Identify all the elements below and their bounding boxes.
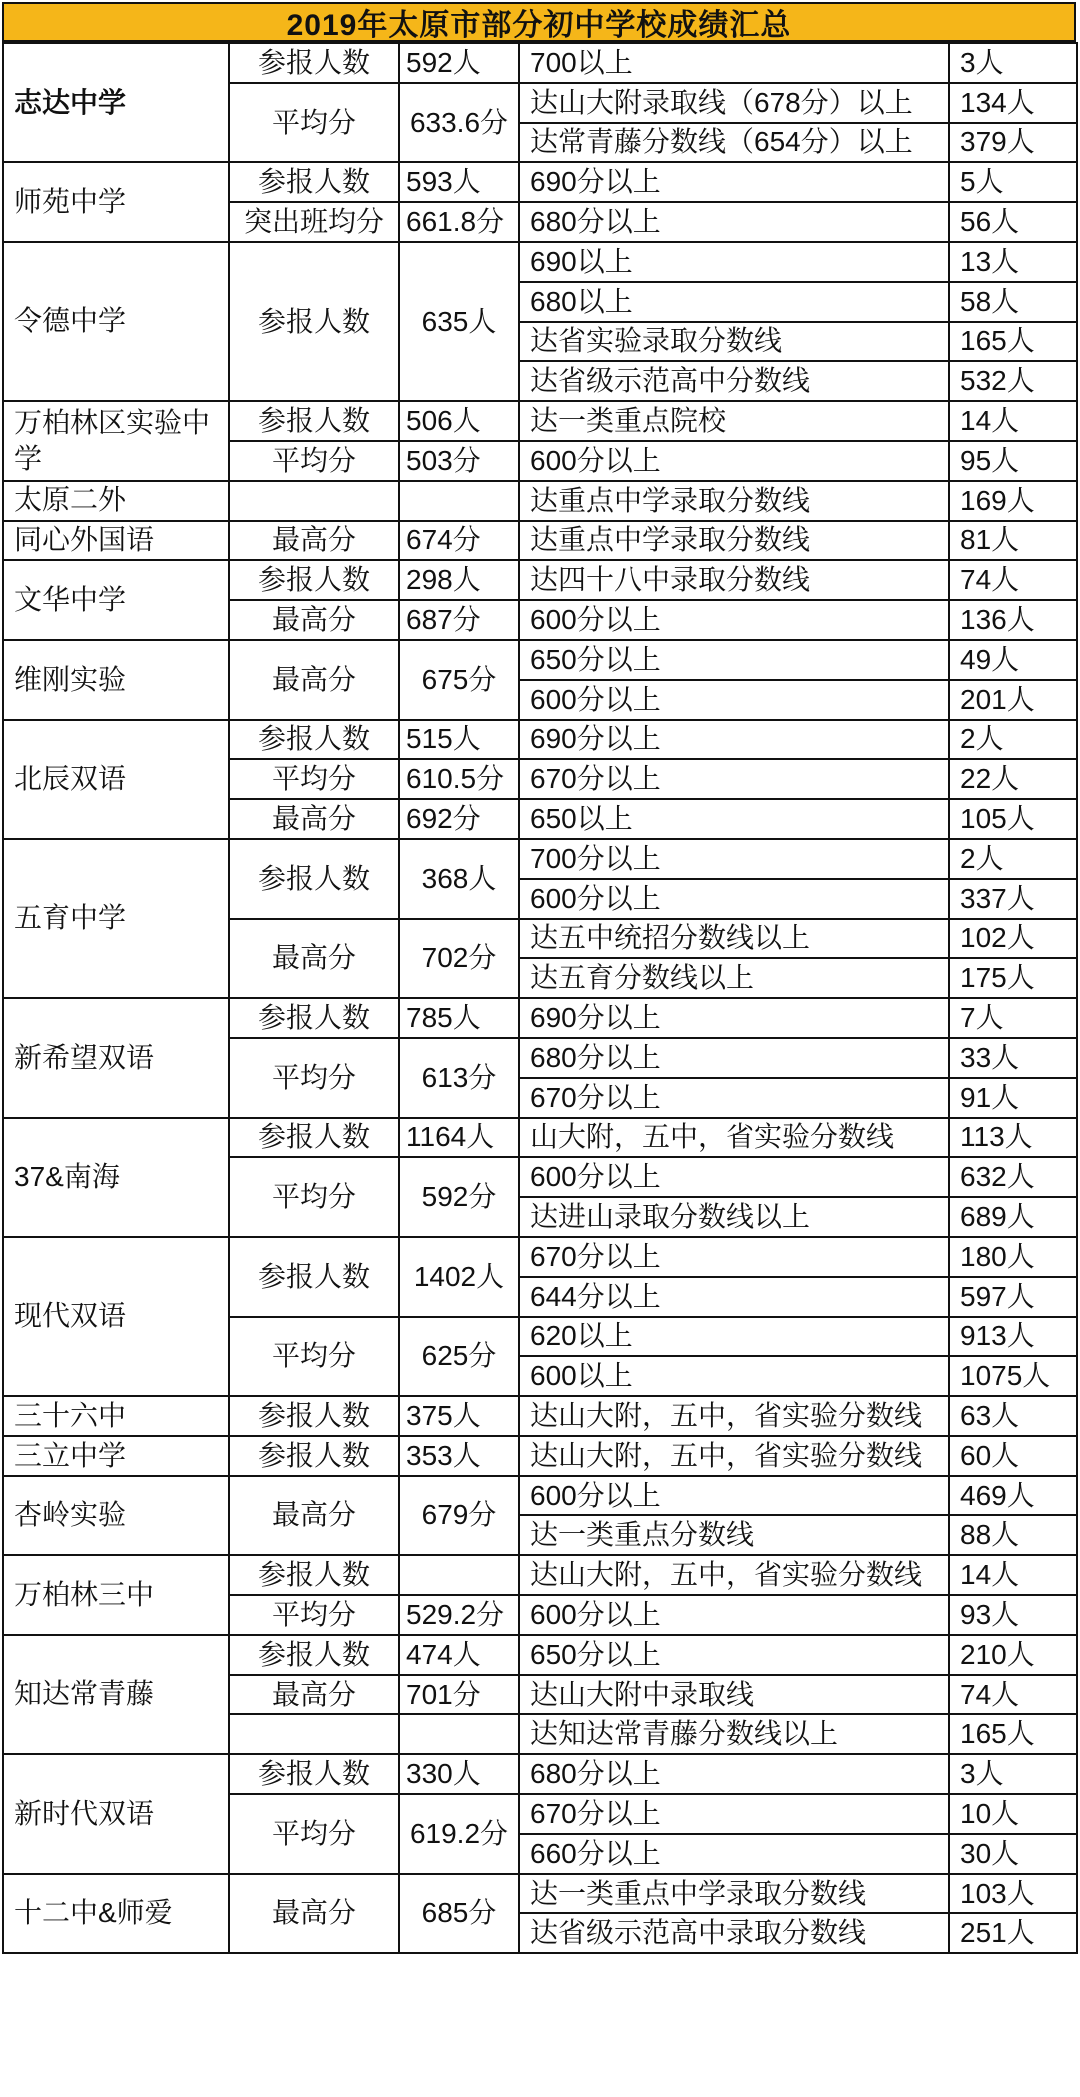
school-name-cell: 新时代双语	[3, 1754, 229, 1873]
metric-label-cell: 最高分	[229, 1675, 399, 1715]
count-cell: 1075人	[949, 1356, 1077, 1396]
metric-value-cell: 506人	[399, 401, 519, 441]
count-cell: 379人	[949, 123, 1077, 163]
table-row	[3, 720, 1077, 760]
school-name-cell: 万柏林三中	[3, 1555, 229, 1635]
count-cell: 165人	[949, 322, 1077, 362]
sheet-title: 2019年太原市部分初中学校成绩汇总	[2, 2, 1076, 42]
school-name-cell: 知达常青藤	[3, 1635, 229, 1754]
table-row	[3, 43, 1077, 83]
count-cell: 7人	[949, 998, 1077, 1038]
threshold-cell: 650分以上	[519, 640, 949, 680]
count-cell: 201人	[949, 680, 1077, 720]
school-name-cell: 五育中学	[3, 839, 229, 998]
threshold-cell: 680以上	[519, 282, 949, 322]
threshold-cell: 达重点中学录取分数线	[519, 521, 949, 561]
metric-label-cell: 参报人数	[229, 162, 399, 202]
metric-label-cell: 最高分	[229, 1476, 399, 1556]
metric-value-cell: 635人	[399, 242, 519, 401]
school-name-cell: 文华中学	[3, 560, 229, 640]
threshold-cell: 600分以上	[519, 680, 949, 720]
metric-value-cell: 702分	[399, 919, 519, 999]
threshold-cell: 620以上	[519, 1317, 949, 1357]
count-cell: 56人	[949, 202, 1077, 242]
table-row	[3, 401, 1077, 441]
metric-value-cell: 625分	[399, 1317, 519, 1397]
metric-label-cell: 参报人数	[229, 1396, 399, 1436]
threshold-cell: 650分以上	[519, 1635, 949, 1675]
count-cell: 81人	[949, 521, 1077, 561]
table-row	[3, 1874, 1077, 1914]
threshold-cell: 达山大附，五中，省实验分数线	[519, 1396, 949, 1436]
table-row	[3, 521, 1077, 561]
count-cell: 74人	[949, 560, 1077, 600]
count-cell: 689人	[949, 1197, 1077, 1237]
count-cell: 3人	[949, 43, 1077, 83]
metric-label-cell: 最高分	[229, 521, 399, 561]
results-table-body	[3, 43, 1077, 1953]
metric-value-cell: 503分	[399, 441, 519, 481]
table-row	[3, 1754, 1077, 1794]
threshold-cell: 达五育分数线以上	[519, 958, 949, 998]
metric-label-cell	[229, 1714, 399, 1754]
school-name-cell: 同心外国语	[3, 521, 229, 561]
threshold-cell: 660分以上	[519, 1834, 949, 1874]
threshold-cell: 690分以上	[519, 162, 949, 202]
metric-value-cell: 592分	[399, 1157, 519, 1237]
metric-label-cell: 参报人数	[229, 839, 399, 919]
metric-label-cell: 参报人数	[229, 1754, 399, 1794]
count-cell: 210人	[949, 1635, 1077, 1675]
threshold-cell: 680分以上	[519, 202, 949, 242]
threshold-cell: 670分以上	[519, 1078, 949, 1118]
metric-label-cell: 平均分	[229, 1317, 399, 1397]
threshold-cell: 达进山录取分数线以上	[519, 1197, 949, 1237]
metric-label-cell: 最高分	[229, 1874, 399, 1954]
metric-value-cell: 679分	[399, 1476, 519, 1556]
metric-value-cell: 368人	[399, 839, 519, 919]
metric-label-cell: 最高分	[229, 919, 399, 999]
metric-value-cell: 692分	[399, 799, 519, 839]
threshold-cell: 670分以上	[519, 759, 949, 799]
threshold-cell: 达山大附中录取线	[519, 1675, 949, 1715]
table-row	[3, 839, 1077, 879]
count-cell: 5人	[949, 162, 1077, 202]
metric-label-cell: 参报人数	[229, 998, 399, 1038]
count-cell: 74人	[949, 1675, 1077, 1715]
table-row	[3, 481, 1077, 521]
metric-value-cell: 674分	[399, 521, 519, 561]
school-name-cell: 维刚实验	[3, 640, 229, 720]
table-row	[3, 242, 1077, 282]
threshold-cell: 达山大附，五中，省实验分数线	[519, 1436, 949, 1476]
count-cell: 88人	[949, 1515, 1077, 1555]
metric-value-cell: 474人	[399, 1635, 519, 1675]
threshold-cell: 600分以上	[519, 1476, 949, 1516]
threshold-cell: 达山大附，五中，省实验分数线	[519, 1555, 949, 1595]
metric-value-cell: 610.5分	[399, 759, 519, 799]
count-cell: 14人	[949, 1555, 1077, 1595]
count-cell: 33人	[949, 1038, 1077, 1078]
threshold-cell: 600分以上	[519, 879, 949, 919]
metric-value-cell: 619.2分	[399, 1794, 519, 1874]
metric-value-cell: 592人	[399, 43, 519, 83]
count-cell: 597人	[949, 1277, 1077, 1317]
threshold-cell: 达一类重点分数线	[519, 1515, 949, 1555]
count-cell: 49人	[949, 640, 1077, 680]
school-name-cell: 37&南海	[3, 1118, 229, 1237]
threshold-cell: 达一类重点院校	[519, 401, 949, 441]
threshold-cell: 690分以上	[519, 720, 949, 760]
metric-value-cell: 515人	[399, 720, 519, 760]
count-cell: 3人	[949, 1754, 1077, 1794]
count-cell: 30人	[949, 1834, 1077, 1874]
count-cell: 113人	[949, 1118, 1077, 1158]
table-row	[3, 640, 1077, 680]
metric-label-cell: 参报人数	[229, 560, 399, 600]
school-name-cell: 师苑中学	[3, 162, 229, 242]
threshold-cell: 680分以上	[519, 1754, 949, 1794]
metric-label-cell: 最高分	[229, 600, 399, 640]
metric-value-cell: 687分	[399, 600, 519, 640]
table-row	[3, 560, 1077, 600]
count-cell: 337人	[949, 879, 1077, 919]
metric-label-cell: 参报人数	[229, 242, 399, 401]
metric-value-cell: 633.6分	[399, 83, 519, 163]
count-cell: 91人	[949, 1078, 1077, 1118]
count-cell: 13人	[949, 242, 1077, 282]
metric-label-cell: 平均分	[229, 759, 399, 799]
count-cell: 180人	[949, 1237, 1077, 1277]
threshold-cell: 600分以上	[519, 600, 949, 640]
count-cell: 14人	[949, 401, 1077, 441]
metric-label-cell: 参报人数	[229, 1635, 399, 1675]
threshold-cell: 山大附，五中，省实验分数线	[519, 1118, 949, 1158]
metric-value-cell: 685分	[399, 1874, 519, 1954]
metric-label-cell: 最高分	[229, 799, 399, 839]
school-name-cell: 三立中学	[3, 1436, 229, 1476]
threshold-cell: 600分以上	[519, 441, 949, 481]
table-row	[3, 1237, 1077, 1277]
school-name-cell: 万柏林区实验中学	[3, 401, 229, 481]
count-cell: 95人	[949, 441, 1077, 481]
threshold-cell: 650以上	[519, 799, 949, 839]
threshold-cell: 达一类重点中学录取分数线	[519, 1874, 949, 1914]
count-cell: 105人	[949, 799, 1077, 839]
school-name-cell: 三十六中	[3, 1396, 229, 1436]
metric-label-cell: 最高分	[229, 640, 399, 720]
table-row	[3, 1118, 1077, 1158]
threshold-cell: 670分以上	[519, 1794, 949, 1834]
school-name-cell: 北辰双语	[3, 720, 229, 839]
metric-label-cell: 突出班均分	[229, 202, 399, 242]
threshold-cell: 达知达常青藤分数线以上	[519, 1714, 949, 1754]
school-name-cell: 杏岭实验	[3, 1476, 229, 1556]
metric-value-cell: 593人	[399, 162, 519, 202]
metric-value-cell: 785人	[399, 998, 519, 1038]
count-cell: 175人	[949, 958, 1077, 998]
results-table	[2, 42, 1078, 1954]
metric-label-cell: 平均分	[229, 1794, 399, 1874]
metric-label-cell: 平均分	[229, 1595, 399, 1635]
metric-label-cell: 平均分	[229, 1038, 399, 1118]
metric-label-cell	[229, 481, 399, 521]
count-cell: 2人	[949, 839, 1077, 879]
metric-value-cell: 661.8分	[399, 202, 519, 242]
metric-label-cell: 参报人数	[229, 43, 399, 83]
table-row	[3, 1396, 1077, 1436]
table-row	[3, 162, 1077, 202]
metric-value-cell: 613分	[399, 1038, 519, 1118]
threshold-cell: 670分以上	[519, 1237, 949, 1277]
metric-value-cell: 529.2分	[399, 1595, 519, 1635]
count-cell: 165人	[949, 1714, 1077, 1754]
school-name-cell: 太原二外	[3, 481, 229, 521]
table-row	[3, 1635, 1077, 1675]
metric-label-cell: 平均分	[229, 83, 399, 163]
school-name-cell: 现代双语	[3, 1237, 229, 1396]
metric-value-cell: 298人	[399, 560, 519, 600]
table-row	[3, 998, 1077, 1038]
count-cell: 469人	[949, 1476, 1077, 1516]
metric-label-cell: 参报人数	[229, 1555, 399, 1595]
metric-label-cell: 参报人数	[229, 1118, 399, 1158]
count-cell: 136人	[949, 600, 1077, 640]
threshold-cell: 达四十八中录取分数线	[519, 560, 949, 600]
count-cell: 93人	[949, 1595, 1077, 1635]
metric-value-cell: 701分	[399, 1675, 519, 1715]
threshold-cell: 690以上	[519, 242, 949, 282]
threshold-cell: 600分以上	[519, 1157, 949, 1197]
table-row	[3, 1436, 1077, 1476]
count-cell: 22人	[949, 759, 1077, 799]
metric-label-cell: 参报人数	[229, 1436, 399, 1476]
threshold-cell: 600分以上	[519, 1595, 949, 1635]
table-row	[3, 1476, 1077, 1516]
metric-value-cell	[399, 1555, 519, 1595]
count-cell: 10人	[949, 1794, 1077, 1834]
threshold-cell: 600以上	[519, 1356, 949, 1396]
metric-value-cell: 353人	[399, 1436, 519, 1476]
threshold-cell: 达省级示范高中分数线	[519, 361, 949, 401]
count-cell: 60人	[949, 1436, 1077, 1476]
metric-value-cell: 330人	[399, 1754, 519, 1794]
count-cell: 103人	[949, 1874, 1077, 1914]
threshold-cell: 644分以上	[519, 1277, 949, 1317]
metric-value-cell: 1402人	[399, 1237, 519, 1317]
threshold-cell: 达山大附录取线（678分）以上	[519, 83, 949, 123]
metric-value-cell	[399, 481, 519, 521]
threshold-cell: 达常青藤分数线（654分）以上	[519, 123, 949, 163]
threshold-cell: 达省级示范高中录取分数线	[519, 1913, 949, 1953]
count-cell: 63人	[949, 1396, 1077, 1436]
threshold-cell: 达五中统招分数线以上	[519, 919, 949, 959]
threshold-cell: 700分以上	[519, 839, 949, 879]
count-cell: 251人	[949, 1913, 1077, 1953]
metric-value-cell: 675分	[399, 640, 519, 720]
table-row	[3, 1555, 1077, 1595]
metric-label-cell: 参报人数	[229, 720, 399, 760]
metric-label-cell: 平均分	[229, 1157, 399, 1237]
count-cell: 2人	[949, 720, 1077, 760]
metric-value-cell	[399, 1714, 519, 1754]
threshold-cell: 690分以上	[519, 998, 949, 1038]
threshold-cell: 达省实验录取分数线	[519, 322, 949, 362]
count-cell: 532人	[949, 361, 1077, 401]
threshold-cell: 700以上	[519, 43, 949, 83]
threshold-cell: 达重点中学录取分数线	[519, 481, 949, 521]
school-name-cell: 十二中&师爱	[3, 1874, 229, 1954]
school-name-cell: 新希望双语	[3, 998, 229, 1117]
count-cell: 913人	[949, 1317, 1077, 1357]
metric-label-cell: 参报人数	[229, 401, 399, 441]
metric-label-cell: 平均分	[229, 441, 399, 481]
metric-label-cell: 参报人数	[229, 1237, 399, 1317]
count-cell: 134人	[949, 83, 1077, 123]
school-name-cell: 令德中学	[3, 242, 229, 401]
threshold-cell: 680分以上	[519, 1038, 949, 1078]
school-name-cell: 志达中学	[3, 43, 229, 162]
count-cell: 169人	[949, 481, 1077, 521]
count-cell: 102人	[949, 919, 1077, 959]
count-cell: 632人	[949, 1157, 1077, 1197]
metric-value-cell: 375人	[399, 1396, 519, 1436]
metric-value-cell: 1164人	[399, 1118, 519, 1158]
count-cell: 58人	[949, 282, 1077, 322]
